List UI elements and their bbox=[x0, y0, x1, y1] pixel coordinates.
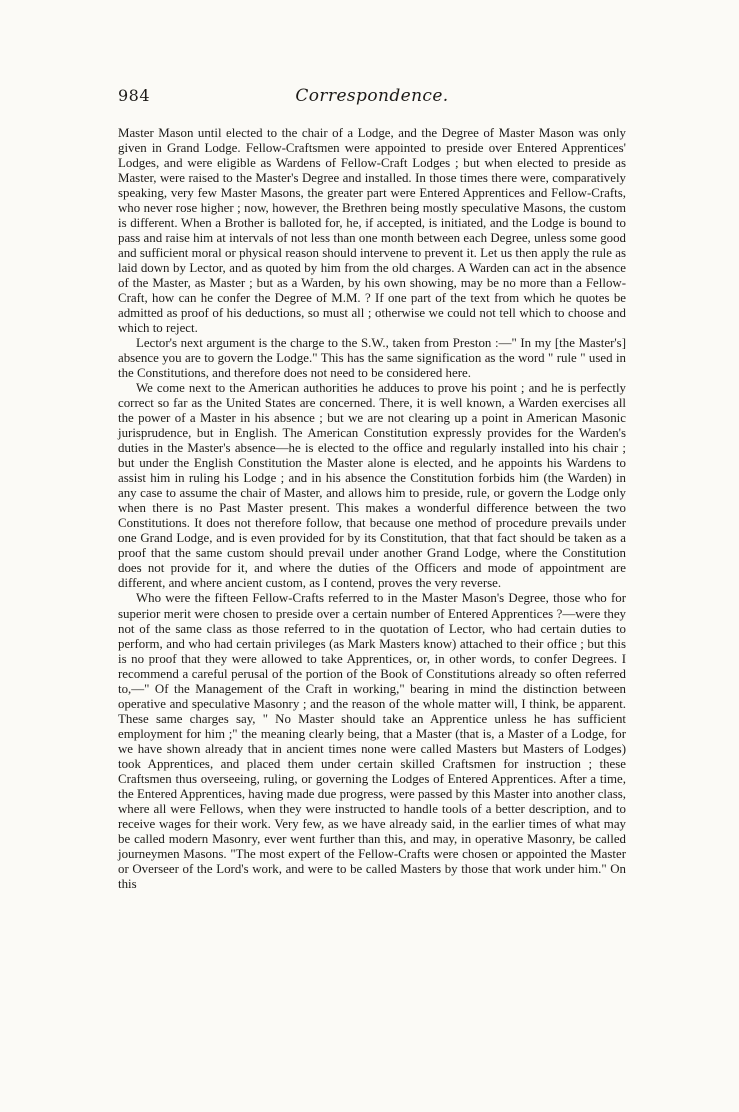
paragraph-continuation: Master Mason until elected to the chair of a Lodge, and the Degree of Master Mason was only given in Grand Lodge. Fellow-Craftsmen were appointed to preside over Entered Apprentices' Lodges, and were eligible as Wardens of Fellow-Craft Lodges ; but when elected to preside as Master, were raised to the Master's Degree and installed. In those times there were, comparatively speaking, very few Master Masons, the greater part were Entered Apprentices and Fellow-Crafts, who never rose higher ; now, however, the Brethren being mostly speculative Masons, the custom is different. When a Brother is balloted for, he, if accepted, is initiated, and the Lodge is bound to pass and raise him at intervals of not less than one month between each Degree, unless some good and sufficient moral or physical reason should intervene to prevent it. Let us then apply the rule as laid down by Lector, and as quoted by him from the old charges. A Warden can act in the absence of the Master, as Master ; but as a Warden, by his own showing, may be no more than a Fellow-Craft, how can he confer the Degree of M.M. ? If one part of the text from which he quotes be admitted as proof of his deductions, so must all ; otherwise we could not tell which to choose and which to reject. bbox=[118, 126, 626, 336]
paragraph-american-authorities: We come next to the American authorities he adduces to prove his point ; and he is perfectly correct so far as the United States are concerned. There, it is well known, a Warden exercises all the power of a Master in his absence ; but we are not clearing up a point in American Masonic jurisprudence, but in English. The American Constitution expressly provides for the Warden's duties in the Master's absence—he is elected to the office and regularly installed into his chair ; but under the English Constitution the Master alone is elected, and he appoints his Wardens to assist him in ruling his Lodge ; and in his absence the Constitution forbids him (the Warden) in any case to assume the chair of Master, and allows him to preside, rule, or govern the Lodge only when there is no Past Master present. This makes a wonderful difference between the two Constitutions. It does not therefore follow, that because one method of procedure prevails under one Grand Lodge, and is even provided for by its Constitution, that that fact should be taken as a proof that the same custom should prevail under another Grand Lodge, where the Constitution does not provide for it, and where the duties of the Officers and mode of appointment are different, and where ancient custom, as I contend, proves the very reverse. bbox=[118, 381, 626, 591]
article-body bbox=[118, 126, 626, 892]
running-head bbox=[118, 86, 626, 112]
paragraph-fifteen-fellow-crafts: Who were the fifteen Fellow-Crafts referred to in the Master Mason's Degree, those who for superior merit were chosen to preside over a certain number of Entered Apprentices ?—were they not of the same class as those referred to in the quotation of Lector, who had certain duties to perform, and who had certain privileges (as Mark Masters know) attached to their office ; but this is no proof that they were allowed to take Apprentices, or, in other words, to confer Degrees. I recommend a careful perusal of the portion of the Book of Constitutions already so often referred to,—" Of the Management of the Craft in working," bearing in mind the distinction between operative and speculative Masonry ; and the reason of the whole matter will, I think, be apparent. These same charges say, " No Master should take an Apprentice unless he has sufficient employment for him ;" the meaning clearly being, that a Master (that is, a Master of a Lodge, for we have shown already that in ancient times none were called Masters but Masters of Lodges) took Apprentices, and placed them under certain skilled Craftsmen for instruction ; these Craftsmen thus overseeing, ruling, or governing the Lodges of Entered Apprentices. After a time, the Entered Apprentices, having made due progress, were passed by this Master into another class, where all were Fellows, when they were instructed to handle tools of a better description, and to receive wages for their work. Very few, as we have already said, in the earlier times of what may be called modern Masonry, ever went further than this, and may, in operative Masonry, be called journeymen Masons. "The most expert of the Fellow-Crafts were chosen or appointed the Master or Overseer of the Lord's work, and were to be called Masters by those that work under him." On this bbox=[118, 591, 626, 891]
page-number: 984 bbox=[118, 86, 151, 105]
running-title: Correspondence. bbox=[295, 86, 449, 106]
paragraph-lector-argument: Lector's next argument is the charge to the S.W., taken from Preston :—" In my [the Master's] absence you are to govern the Lodge." This has the same signification as the word " rule " used in the Constitutions, and therefore does not need to be considered here. bbox=[118, 336, 626, 381]
